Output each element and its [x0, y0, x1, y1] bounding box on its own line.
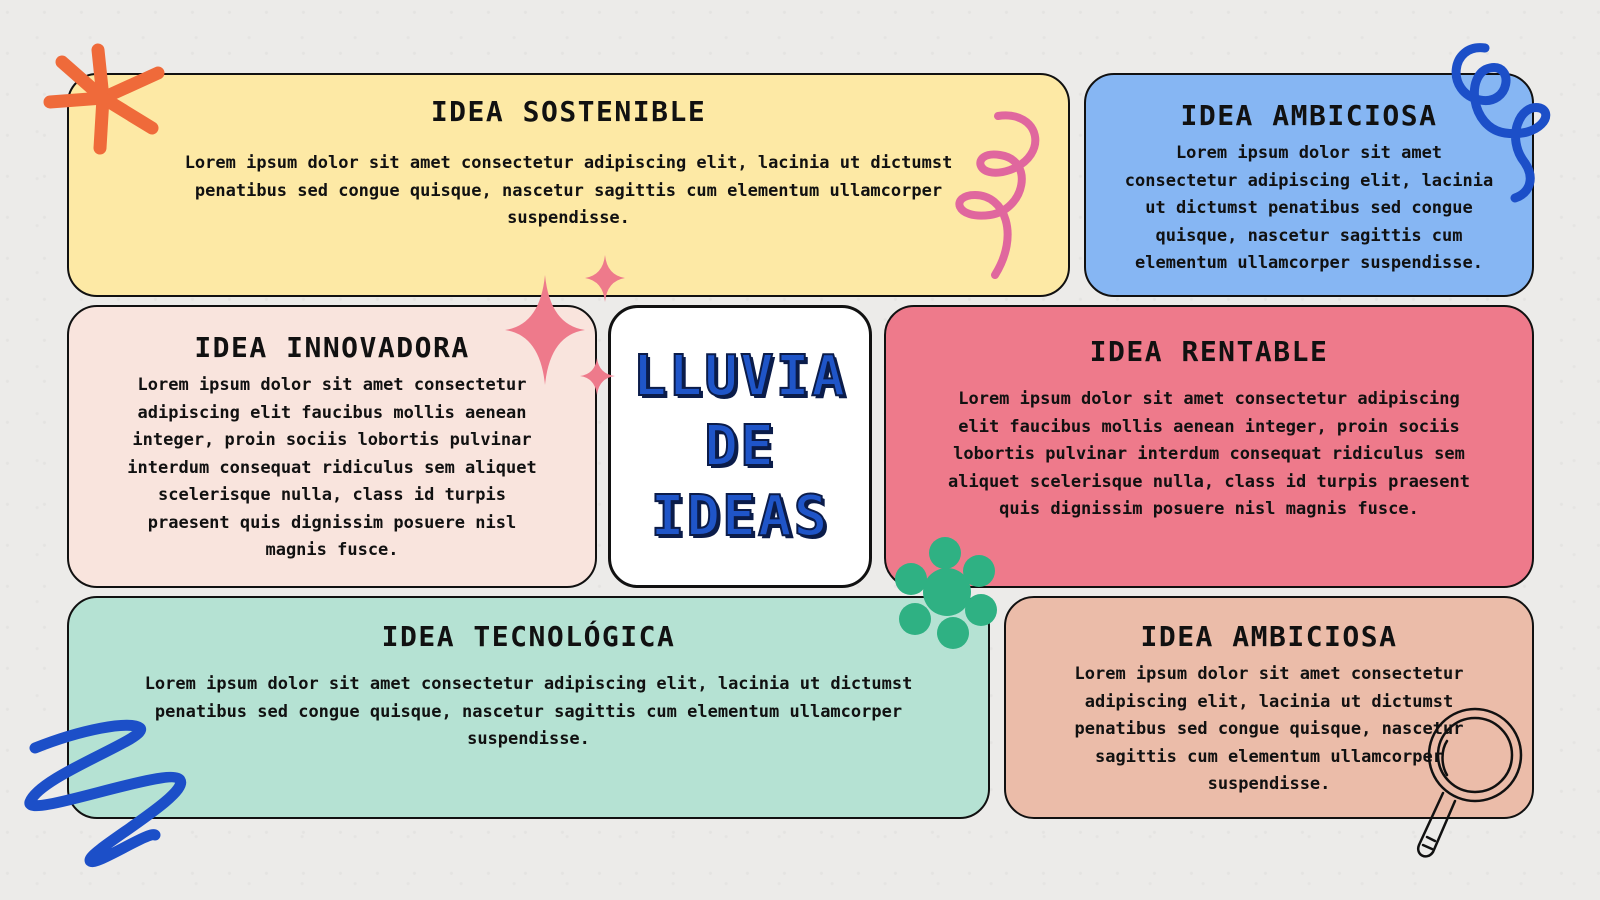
card-text: Lorem ipsum dolor sit amet consectetur adipiscing elit, lacinia ut dictumst penatibus sed congue quisque, nascetur sagittis cum elementum ullamcorper suspendisse. [1124, 143, 1494, 273]
blue-scribble-icon [20, 720, 190, 870]
card-idea-tecnologica [67, 596, 990, 819]
pink-sparkle-icon [500, 250, 630, 400]
card-title: IDEA TECNOLÓGICA [381, 620, 676, 653]
card-title: IDEA AMBICIOSA [1140, 620, 1398, 653]
card-title: IDEA INNOVADORA [194, 331, 470, 364]
center-title-box [608, 305, 872, 588]
card-title: IDEA AMBICIOSA [1180, 99, 1438, 132]
main-title-line: IDEAS [650, 483, 830, 549]
blue-squiggle-icon [1445, 38, 1565, 208]
orange-asterisk-icon [40, 40, 170, 160]
magnifier-icon [1405, 705, 1535, 870]
pink-squiggle-icon [950, 110, 1060, 290]
main-title-line: LLUVIA [632, 343, 848, 409]
main-title [633, 342, 847, 552]
card-text: Lorem ipsum dolor sit amet consectetur adipiscing elit, lacinia ut dictumst penatibus sed congue quisque, nascetur sagittis cum elementum ullamcorper suspendisse. [184, 153, 953, 228]
green-flower-icon [895, 535, 1000, 650]
card-title: IDEA RENTABLE [1089, 335, 1329, 368]
card-text: Lorem ipsum dolor sit amet consectetur adipiscing elit faucibus mollis aenean integer, proin sociis lobortis pulvinar interdum consequat ridiculus sem aliquet scelerisque nulla, class id turpis praesent quis dignissim posuere nisl magnis fusce. [948, 389, 1470, 519]
card-title: IDEA SOSTENIBLE [430, 95, 707, 128]
card-text: Lorem ipsum dolor sit amet consectetur adipiscing elit faucibus mollis aenean integer, proin sociis lobortis pulvinar interdum consequat ridiculus sem aliquet scelerisque nulla, class id turpis praesent quis dignissim posuere nisl magnis fusce. [127, 375, 537, 560]
card-text: Lorem ipsum dolor sit amet consectetur adipiscing elit, lacinia ut dictumst penatibus sed congue quisque, nascetur sagittis cum elementum ullamcorper suspendisse. [144, 674, 913, 749]
main-title-line: DE [704, 413, 776, 479]
card-text: Lorem ipsum dolor sit amet consectetur adipiscing elit, lacinia ut dictumst penatibus sed congue quisque, nascetur sagittis cum elementum ullamcorper suspendisse. [1074, 664, 1464, 794]
